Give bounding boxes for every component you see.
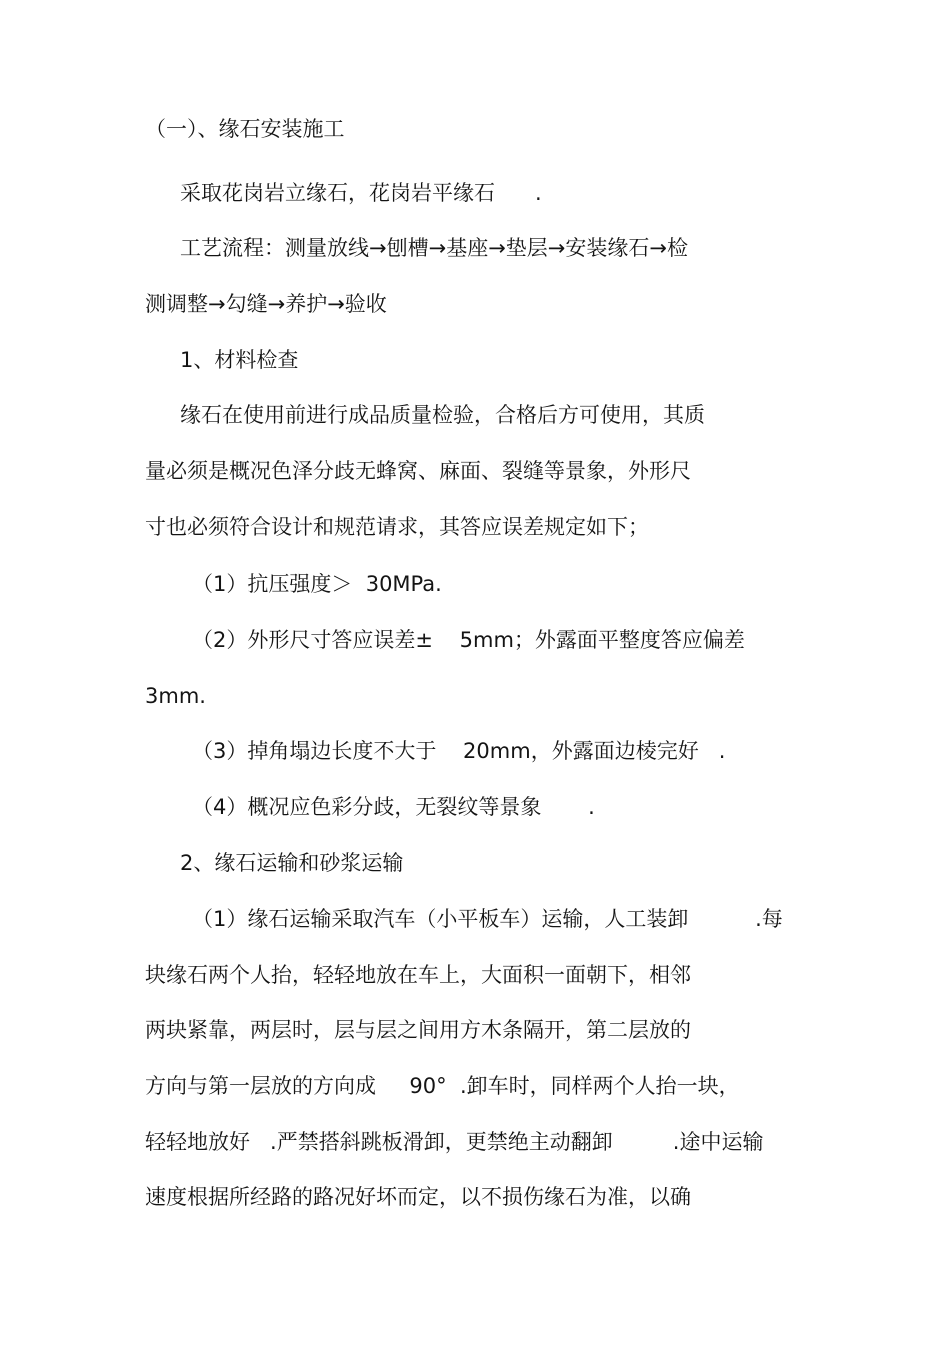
list-item: （1）缘石运输采取汽车（小平板车）运输，人工装卸 .每 xyxy=(192,907,783,931)
subsection-heading: 1、材料检查 xyxy=(180,348,299,372)
paragraph-line: 采取花岗岩立缘石，花岗岩平缘石 . xyxy=(180,181,542,205)
paragraph-line: 缘石在使用前进行成品质量检验，合格后方可使用，其质 xyxy=(180,403,705,427)
paragraph-line: 方向与第一层放的方向成 90° .卸车时，同样两个人抬一块， xyxy=(145,1074,740,1098)
paragraph-line: 轻轻地放好 .严禁搭斜跳板滑卸，更禁绝主动翻卸 .途中运输 xyxy=(145,1130,764,1154)
list-item: （1）抗压强度＞ 30MPa. xyxy=(192,572,442,596)
list-item: （4）概况应色彩分歧，无裂纹等景象 . xyxy=(192,795,595,819)
list-item: （2）外形尺寸答应误差± 5mm；外露面平整度答应偏差 xyxy=(192,628,745,652)
subsection-heading: 2、缘石运输和砂浆运输 xyxy=(180,851,404,875)
section-heading: （一）、缘石安装施工 xyxy=(145,117,345,141)
paragraph-line: 速度根据所经路的路况好坏而定，以不损伤缘石为准，以确 xyxy=(145,1185,691,1209)
paragraph-line: 寸也必须符合设计和规范请求，其答应误差规定如下； xyxy=(145,515,649,539)
paragraph-line: 量必须是概况色泽分歧无蜂窝、麻面、裂缝等景象，外形尺 xyxy=(145,459,691,483)
paragraph-line: 工艺流程：测量放线→刨槽→基座→垫层→安装缘石→检 xyxy=(180,236,688,260)
paragraph-line: 两块紧靠，两层时，层与层之间用方木条隔开，第二层放的 xyxy=(145,1018,691,1042)
paragraph-line: 测调整→勾缝→养护→验收 xyxy=(145,292,387,316)
paragraph-line: 块缘石两个人抬，轻轻地放在车上，大面积一面朝下，相邻 xyxy=(145,963,691,987)
list-item: （3）掉角塌边长度不大于 20mm，外露面边棱完好 . xyxy=(192,739,726,763)
list-item-continuation: 3mm. xyxy=(145,684,206,708)
